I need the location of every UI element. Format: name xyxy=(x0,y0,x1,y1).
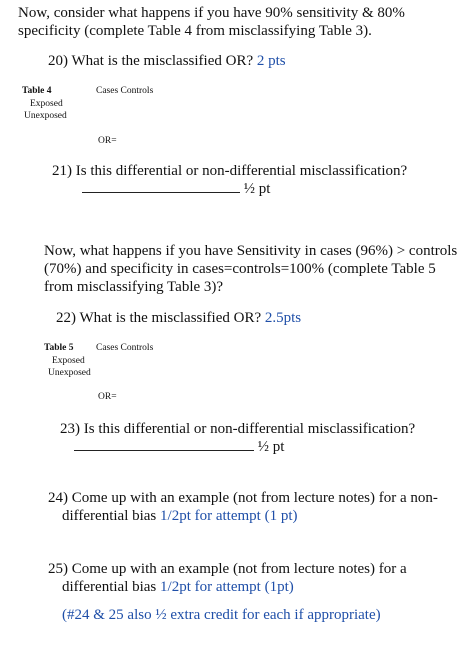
question-23-points: ½ pt xyxy=(257,439,285,455)
table-4-or-label: OR= xyxy=(98,136,117,146)
intro-2-line-2: (70%) and specificity in cases=controls=100% (complete Table 5 xyxy=(44,261,436,277)
question-23-answer xyxy=(74,438,284,456)
question-20 xyxy=(48,52,286,70)
table-4-column-header: Cases Controls xyxy=(96,86,154,96)
intro-1-line-2: specificity (complete Table 4 from misclassifying Table 3). xyxy=(18,23,372,39)
table-4-row-unexposed: Unexposed xyxy=(24,111,67,121)
question-21-points: ½ pt xyxy=(243,181,271,197)
question-21-answer-line[interactable] xyxy=(82,180,240,193)
question-20-points: 2 pts xyxy=(256,53,286,69)
table-5-column-header: Cases Controls xyxy=(96,343,154,353)
table-5-row-unexposed: Unexposed xyxy=(48,368,91,378)
table-5-or-label: OR= xyxy=(98,392,117,402)
question-25-prefix: differential bias xyxy=(62,579,157,595)
question-24-points: 1/2pt for attempt (1 pt) xyxy=(160,508,298,524)
table-5-row-exposed: Exposed xyxy=(52,356,85,366)
question-24-line-1: 24) Come up with an example (not from lecture notes) for a non- xyxy=(48,490,438,506)
table-4-row-exposed: Exposed xyxy=(30,99,63,109)
intro-2-line-3: from misclassifying Table 3)? xyxy=(44,279,224,295)
question-21-answer xyxy=(82,180,270,198)
question-22-text: 22) What is the misclassified OR? xyxy=(56,310,262,326)
intro-2-line-1: Now, what happens if you have Sensitivity in cases (96%) > controls xyxy=(44,243,458,259)
question-25-points: 1/2pt for attempt (1pt) xyxy=(160,579,294,595)
question-20-text: 20) What is the misclassified OR? xyxy=(48,53,254,69)
question-24-line-2 xyxy=(62,507,298,525)
question-23-answer-line[interactable] xyxy=(74,438,254,451)
question-23-text: 23) Is this differential or non-differential misclassification? xyxy=(60,421,416,437)
question-21-text: 21) Is this differential or non-differential misclassification? xyxy=(52,163,408,179)
question-24-prefix: differential bias xyxy=(62,508,157,524)
table-5-title: Table 5 xyxy=(44,343,74,353)
table-4-title: Table 4 xyxy=(22,86,52,96)
intro-1-line-1: Now, consider what happens if you have 90% sensitivity & 80% xyxy=(18,5,405,21)
question-25-line-1: 25) Come up with an example (not from lecture notes) for a xyxy=(48,561,407,577)
question-22-points: 2.5pts xyxy=(264,310,302,326)
question-22 xyxy=(56,309,301,327)
extra-credit-note: (#24 & 25 also ½ extra credit for each if appropriate) xyxy=(62,607,381,623)
question-25-line-2 xyxy=(62,578,294,596)
